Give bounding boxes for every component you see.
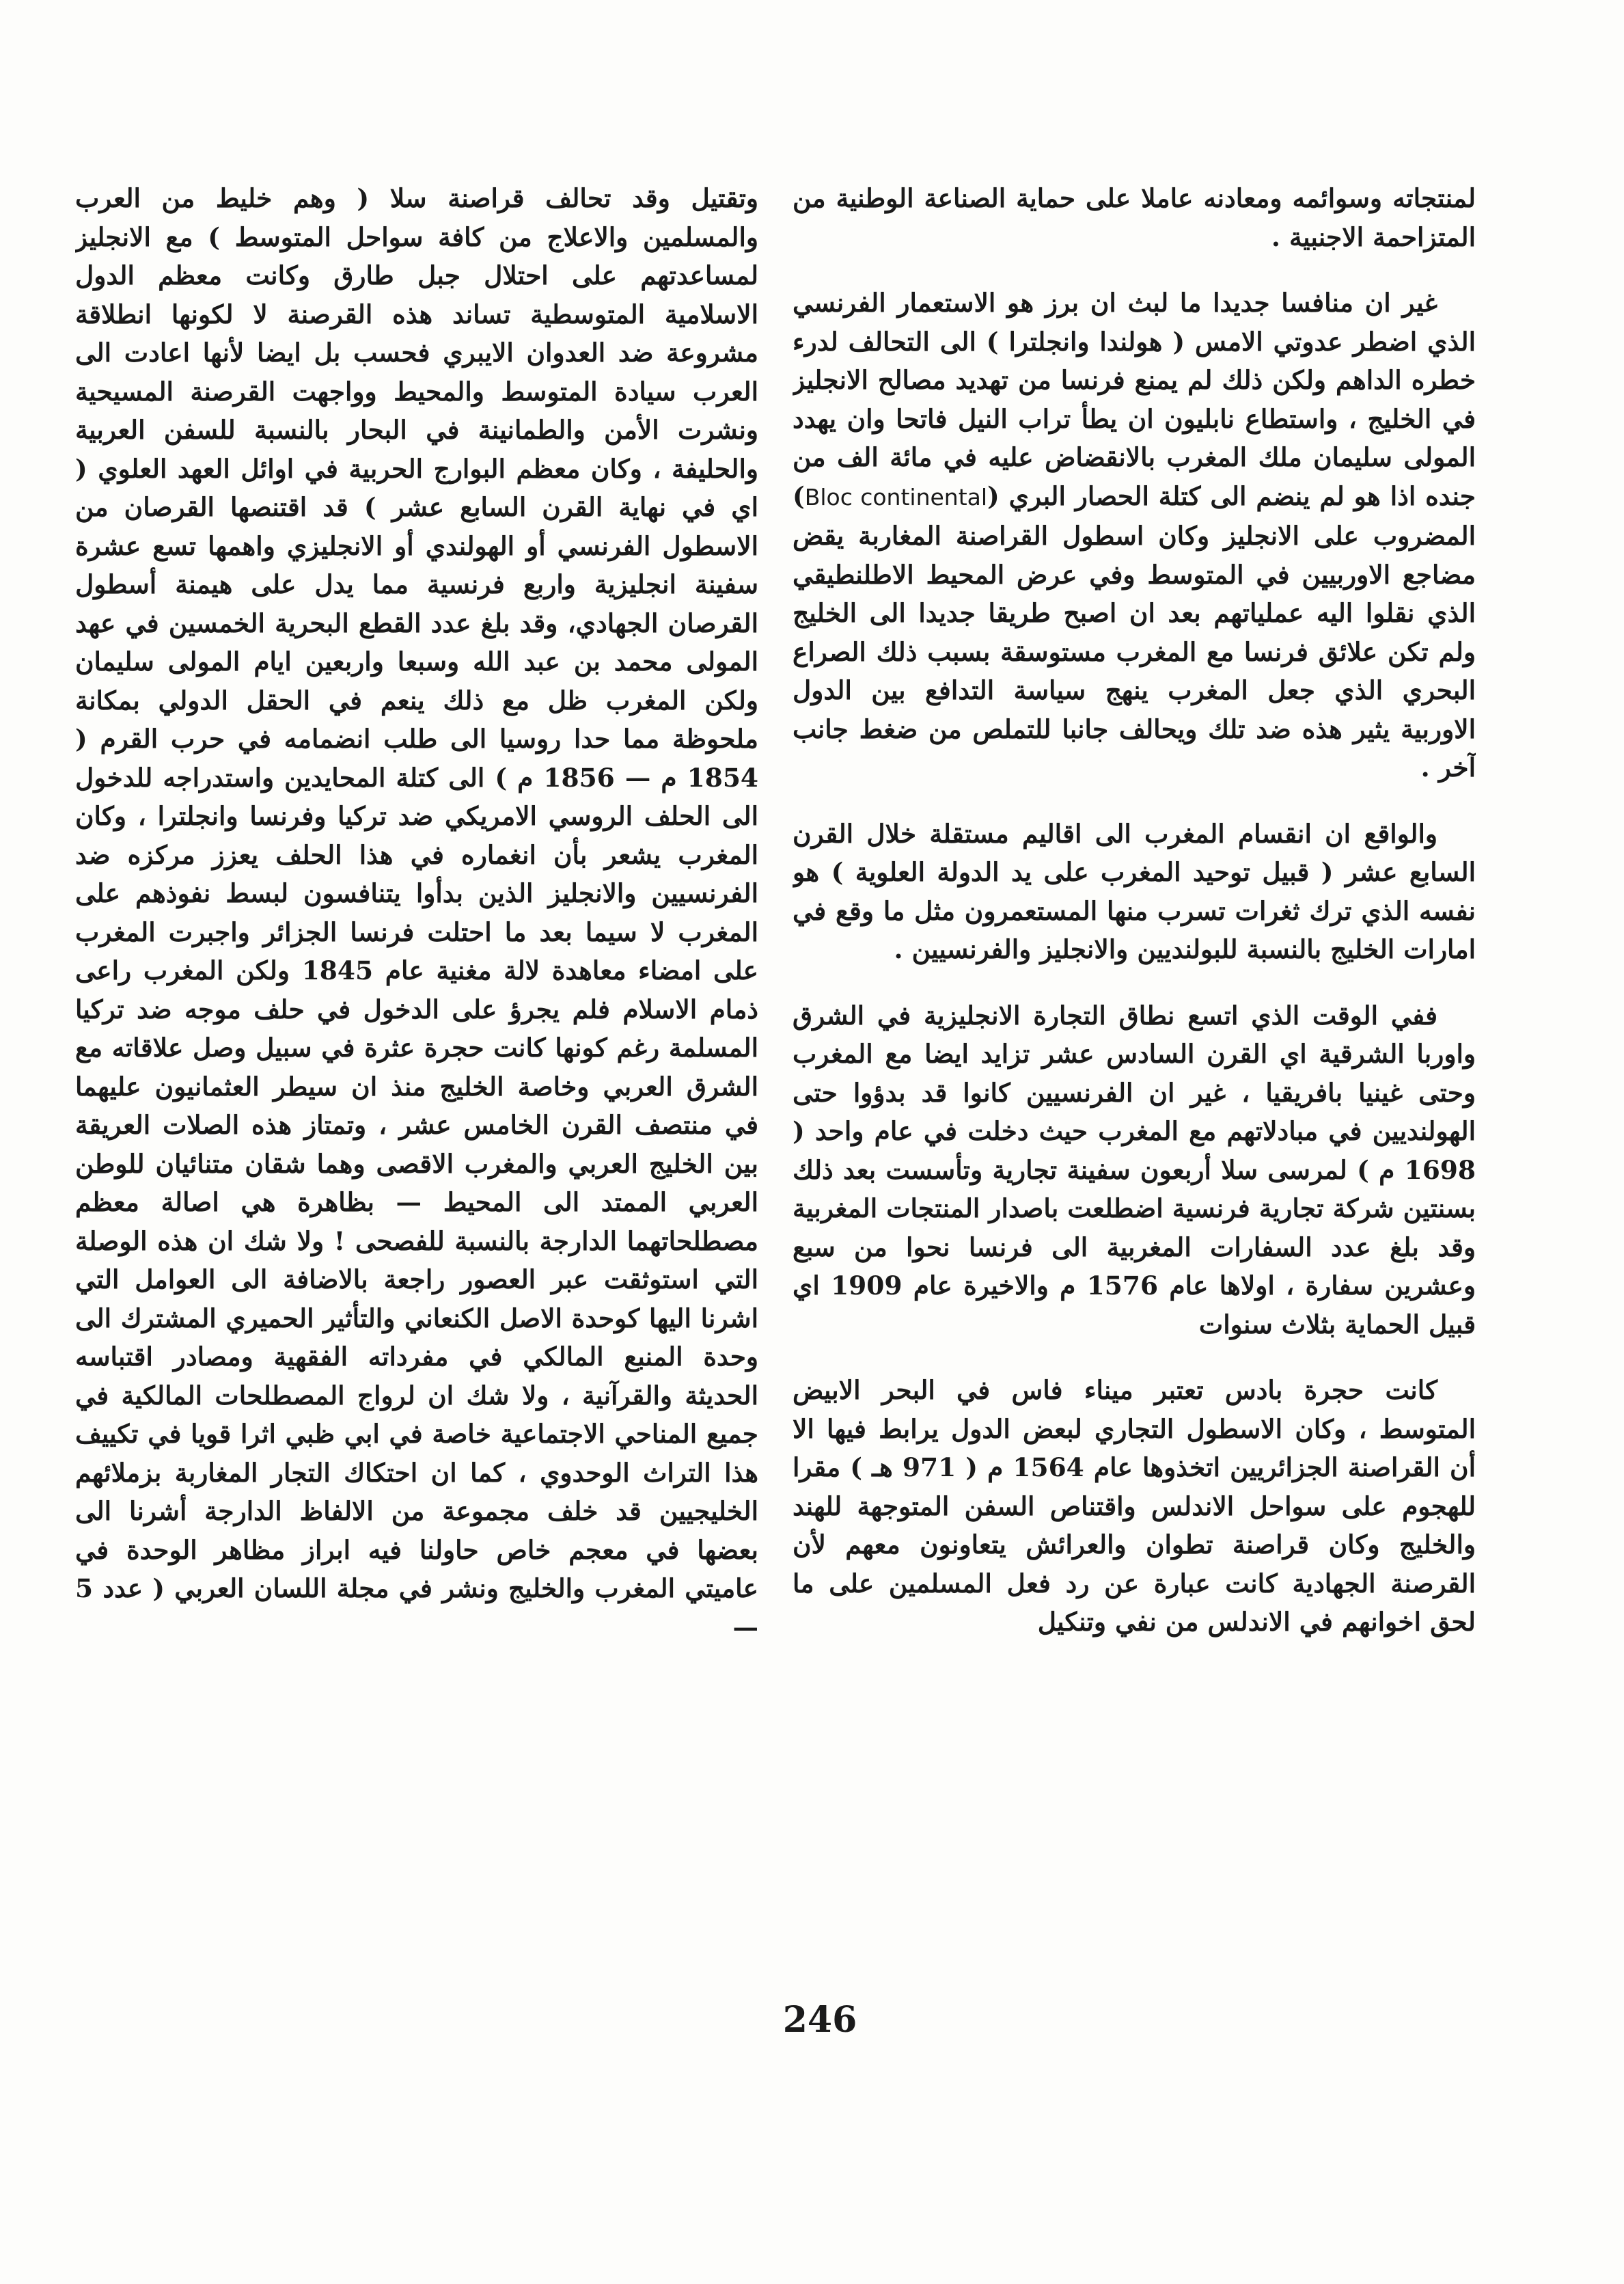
right-column — [793, 179, 1476, 1990]
paragraph: غير ان منافسا جديدا ما لبث ان برز هو الاستعمار الفرنسي الذي اضطر عدوتي الامس ( هولندا وانجلترا ) الى التحالف لدرء خطره الداهم ولكن ذلك لم يمنع فرنسا من تهديد مصالح الانجليز في الخليج ، واستطاع نابليون ان يطأ تراب النيل فاتحا وان يهدد المولى سليمان ملك المغرب بالانقضاض عليه في مائة الف من جنده اذا هو لم ينضم الى كتلة الحصار البري (Bloc continental) المضروب على الانجليز وكان اسطول القراصنة المغاربة يقض مضاجع الاوربيين في المتوسط وفي عرض المحيط الاطلنطيقي الذي نقلوا اليه عملياتهم بعد ان اصبح طريقا جديدا الى الخليج ولم تكن علائق فرنسا مع المغرب مستوسقة بسبب ذلك الصراع البحري الذي جعل المغرب ينهج سياسة التدافع بين الدول الاوربية يثير هذه ضد تلك ويحالف جانبا للتملص من ضغط جانب آخر . — [793, 288, 1476, 783]
paragraph: والواقع ان انقسام المغرب الى اقاليم مستقلة خلال القرن السابع عشر ( قبيل توحيد المغرب على يد الدولة العلوية ) هو نفسه الذي ترك ثغرات تسرب منها المستعمرون مثل ما وقع في امارات الخليج بالنسبة للبولنديين والانجليز والفرنسيين . — [793, 818, 1476, 964]
paragraph-text: المضروب على الانجليز وكان اسطول القراصنة المغاربة يقض مضاجع الاوربيين في المتوسط وفي عرض المحيط الاطلنطيقي الذي نقلوا اليه عملياتهم بعد ان اصبح طريقا جديدا الى الخليج ولم تكن علائق فرنسا مع المغرب مستوسقة بسبب ذلك الصراع البحري الذي جعل المغرب ينهج سياسة التدافع بين الدول الاوربية يثير هذه ضد تلك ويحالف جانبا للتملص من ضغط جانب آخر . — [793, 521, 1476, 783]
paragraph-text: غير ان منافسا جديدا ما لبث ان برز هو الاستعمار الفرنسي الذي اضطر عدوتي الامس ( هولندا وانجلترا ) الى التحالف لدرء خطره الداهم ولكن ذلك لم يمنع فرنسا من تهديد مصالح الانجليز في الخليج ، واستطاع نابليون ان يطأ تراب النيل فاتحا وان يهدد المولى سليمان ملك المغرب بالانقضاض عليه في مائة الف من جنده اذا هو لم ينضم الى كتلة الحصار البري — [793, 288, 1476, 511]
paragraph: ففي الوقت الذي اتسع نطاق التجارة الانجليزية في الشرق واوربا الشرقية اي القرن السادس عشر تزايد ايضا مع المغرب وحتى غينيا بافريقيا ، غير ان الفرنسيين كانوا قد بدؤوا حتى الهولنديين في مبادلاتهم مع المغرب حيث دخلت في عام واحد ( 1698 م ) لمرسى سلا أربعون سفينة تجارية وتأسست بعد ذلك بسنتين شركة تجارية فرنسية اضطلعت باصدار المنتجات المغربية وقد بلغ عدد السفارات المغربية الى فرنسا نحوا من سبع وعشرين سفارة ، اولاها عام 1576 م والاخيرة عام 1909 اي قبيل الحماية بثلاث سنوات — [793, 1000, 1476, 1340]
left-column — [75, 179, 758, 1990]
latin-term: Bloc continental — [804, 483, 988, 511]
paragraph: لمنتجاته وسوائمه ومعادنه عاملا على حماية الصناعة الوطنية من المتزاحمة الاجنبية . — [793, 183, 1476, 252]
paragraph: كانت حجرة بادس تعتبر ميناء فاس في البحر الابيض المتوسط ، وكان الاسطول التجاري لبعض الدول يرابط فيها الا أن القراصنة الجزائريين اتخذوها عام 1564 م ( 971 هـ ) مقرا للهجوم على سواحل الاندلس واقتناص السفن المتوجهة للهند والخليج وكان قراصنة تطوان والعرائش يتعاونون معهم لأن القرصنة الجهادية كانت عبارة عن رد فعل المسلمين على ما لحق اخوانهم في الاندلس من نفي وتنكيل — [793, 1375, 1476, 1637]
paragraph: وتقتيل وقد تحالف قراصنة سلا ( وهم خليط من العرب والمسلمين والاعلاج من كافة سواحل المتوسط ) مع الانجليز لمساعدتهم على احتلال جبل طارق وكانت معظم الدول الاسلامية المتوسطية تساند هذه القرصنة لا لكونها انطلاقة مشروعة ضد العدوان الايبري فحسب بل ايضا لأنها اعادت الى العرب سيادة المتوسط والمحيط وواجهت القرصنة المسيحية ونشرت الأمن والطمانينة في البحار بالنسبة للسفن العربية والحليفة ، وكان معظم البوارج الحربية في اوائل العهد العلوي ( اي في نهاية القرن السابع عشر ) قد اقتنصها القرصان من الاسطول الفرنسي أو الهولندي أو الانجليزي واهمها تسع عشرة سفينة انجليزية واربع فرنسية مما يدل على هيمنة أسطول القرصان الجهادي، وقد بلغ عدد القطع البحرية الخمسين في عهد المولى محمد بن عبد الله وسبعا واربعين ايام المولى سليمان ولكن المغرب ظل مع ذلك ينعم في الحقل الدولي بمكانة ملحوظة مما حدا روسيا الى طلب انضمامه في حرب القرم ( 1854 م — 1856 م ) الى كتلة المحايدين واستدراجه للدخول الى الحلف الروسي الامريكي ضد تركيا وفرنسا وانجلترا ، وكان المغرب يشعر بأن انغماره في هذا الحلف يعزز مركزه ضد الفرنسيين والانجليز الذين بدأوا يتنافسون لبسط نفوذهم على المغرب لا سيما بعد ما احتلت فرنسا الجزائر واجبرت المغرب على امضاء معاهدة لالة مغنية عام 1845 ولكن المغرب راعى ذمام الاسلام فلم يجرؤ على الدخول في حلف موجه ضد تركيا المسلمة رغم كونها كانت حجرة عثرة في سبيل وصل علاقاته مع الشرق العربي وخاصة الخليج منذ ان سيطر العثمانيون عليهما في منتصف القرن الخامس عشر ، وتمتاز هذه الصلات العريقة بين الخليج العربي والمغرب الاقصى وهما شقان متنائيان للوطن العربي الممتد الى المحيط — بظاهرة هي اصالة معظم مصطلحاتهما الدارجة بالنسبة للفصحى ! ولا شك ان هذه الوصلة التي استوثقت عبر العصور راجعة بالاضافة الى العوامل التي اشرنا اليها كوحدة الاصل الكنعاني والتأثير الحميري المشترك الى وحدة المنبع المالكي في مفرداته الفقهية ومصادر اقتباسه الحديثة والقرآنية ، ولا شك ان لرواج المصطلحات المالكية في جميع المناحي الاجتماعية خاصة في ابي ظبي اثرا قويا في تكييف هذا التراث الوحدوي ، كما ان احتكاك التجار المغاربة بزملائهم الخليجيين قد خلف مجموعة من الالفاظ الدارجة أشرنا الى بعضها في معجم خاص حاولنا فيه ابراز مظاهر الوحدة في عاميتي المغرب والخليج ونشر في مجلة اللسان العربي ( عدد 5 — — [75, 183, 758, 1642]
page-number: 246 — [782, 1999, 857, 2041]
